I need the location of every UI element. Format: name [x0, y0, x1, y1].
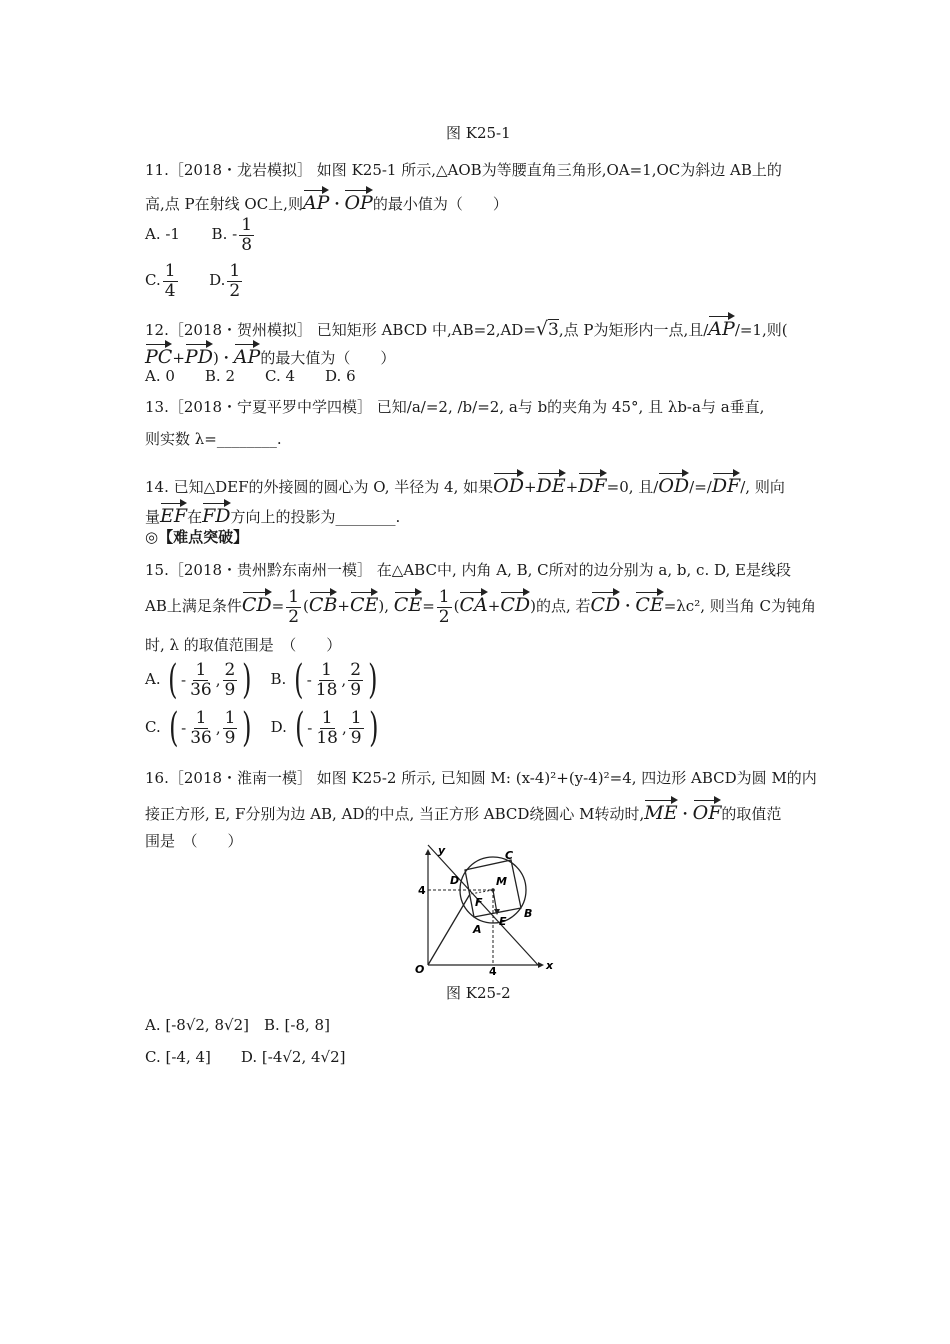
vector-ca: CA: [459, 591, 487, 615]
vector-ef: EF: [160, 502, 187, 526]
vector-df: DF: [578, 472, 606, 496]
vector-of: OF: [693, 799, 722, 823]
q16-line1: 16.［2018・淮南一模］ 如图 K25-2 所示, 已知圆 M: (x-4)²+(y-4)²=4, 四边形 ABCD为圆 M的内: [145, 769, 817, 787]
q15-option-c: C.: [145, 718, 161, 736]
q15-text: AB上满足条件: [145, 597, 242, 616]
q14-text-b: =0, 且/: [606, 478, 659, 496]
vector-ap: AP: [708, 315, 735, 339]
q15-text-b: 的点, 若: [535, 597, 591, 616]
vector-ap: AP: [303, 189, 330, 213]
vector-pd: PD: [185, 343, 213, 367]
q11-options-cd: [145, 262, 244, 300]
label-o: O: [415, 963, 425, 976]
label-x: x: [546, 959, 554, 972]
radicand: 3: [548, 320, 559, 340]
vector-de: DE: [537, 472, 566, 496]
q11-option-d: D.: [209, 271, 226, 290]
q15-text-c: =λc², 则当角 C为钝角: [663, 597, 817, 616]
q14-line1: [145, 472, 785, 496]
q15-option-a: A.: [145, 670, 161, 688]
q16-text-b: 的取值范: [721, 805, 782, 823]
plus-sign: +: [523, 478, 537, 496]
q16-line2: 接正方形, E, F分别为边 AB, AD的中点, 当正方形 ABCD绕圆心 M转动时,ME・OF的取值范: [145, 799, 781, 823]
q12-text-b: ,点 P为矩形内一点,且/: [558, 321, 709, 339]
q11-line1: 11.［2018・龙岩模拟］ 如图 K25-1 所示,△AOB为等腰直角三角形,OA=1,OC为斜边 AB上的: [145, 161, 782, 179]
q15-options-cd: [145, 705, 381, 751]
q14-text: 量: [145, 508, 161, 526]
equals-sign: =: [271, 597, 285, 616]
q14-text-d: /, 则向: [740, 478, 785, 496]
q14-line2: [145, 502, 400, 526]
vector-pc: PC: [145, 343, 172, 367]
figure-caption-k25-2: 图 K25-2: [446, 984, 511, 1002]
q16-options-cd: C. [-4, 4] D. [-4√2, 4√2]: [145, 1048, 346, 1066]
fraction-half: $\frac{1}{2}$: [288, 587, 300, 627]
q15-option-d: D.: [270, 718, 287, 736]
q11-option-a: A. -1: [145, 225, 180, 244]
q15-option-b: B.: [270, 670, 287, 688]
vector-me: ME: [644, 799, 677, 823]
fraction-half: $\frac{1}{2}$: [438, 587, 450, 627]
vector-df: DF: [712, 472, 740, 496]
vector-op: OP: [344, 189, 372, 213]
figure-k25-2: [410, 844, 554, 978]
q12-text-end: 的最大值为（ ）: [260, 349, 396, 367]
q16-line3: 围是 （ ）: [145, 832, 243, 850]
q15-options-ab: [145, 657, 381, 703]
vector-cd: CD: [591, 591, 621, 615]
plus-sign: +: [565, 478, 579, 496]
q11-options-ab: [145, 216, 256, 254]
q13-line1: 13.［2018・宁夏平罗中学四模］ 已知/a/=2, /b/=2, a与 b的夹角为 45°, 且 λb-a与 a垂直,: [145, 398, 765, 416]
q13-line2: 则实数 λ=________.: [145, 430, 282, 448]
label-c: C: [505, 849, 514, 862]
q11-text-end: 的最小值为（ ）: [372, 195, 508, 213]
q15-line2: AB上满足条件CD= $\frac{1}{2}$ (CB+CE), CE= $\frac{1}{2}$ (CA+CD)的点, 若CD・CE=λc², 则当角 C为钝角: [145, 587, 817, 627]
vector-ce: CE: [350, 591, 378, 615]
q12-options: A. 0 B. 2 C. 4 D. 6: [145, 367, 356, 385]
vector-ce: CE: [635, 591, 663, 615]
vector-of-line: [428, 894, 470, 965]
label-f: F: [475, 896, 483, 909]
plus-sign: +: [172, 349, 185, 367]
label-m: M: [496, 875, 507, 888]
q14-text-b: 在: [187, 508, 203, 526]
q15-line1: 15.［2018・贵州黔东南州一模］ 在△ABC中, 内角 A, B, C所对的边分别为 a, b, c. D, E是线段: [145, 561, 791, 579]
q16-options-ab: A. [-8√2, 8√2] B. [-8, 8]: [145, 1016, 330, 1034]
label-four-y: 4: [418, 884, 426, 897]
dot-op: ・: [329, 195, 345, 213]
y-axis-arrow: [425, 849, 431, 855]
q11-option-b: B. -: [211, 225, 238, 244]
label-e: E: [499, 915, 507, 928]
segment-mf: [470, 890, 493, 894]
label-b: B: [524, 907, 533, 920]
vector-od: OD: [493, 472, 524, 496]
vector-od: OD: [658, 472, 689, 496]
label-four-x: 4: [489, 965, 497, 978]
vector-ce: CE: [394, 591, 422, 615]
interval: ( - 1 18 , 1 9 ): [294, 705, 379, 751]
q14-text-c: /=/: [689, 478, 712, 496]
q12-text: 12.［2018・贺州模拟］ 已知矩形 ABCD 中,AB=2,AD=: [145, 321, 536, 339]
figure-caption-k25-1: 图 K25-1: [446, 124, 511, 142]
label-d: D: [450, 874, 460, 887]
label-a: A: [473, 923, 482, 936]
q11-line2: [145, 189, 508, 213]
q12-text-c: /=1,则(: [734, 321, 788, 339]
vector-cd: CD: [242, 591, 272, 615]
q14-text: 14. 已知△DEF的外接圆的圆心为 O, 半径为 4, 如果: [145, 478, 494, 496]
x-axis-arrow: [538, 962, 544, 968]
q11-option-c: C.: [145, 271, 161, 290]
fraction: $\frac{1}{4}$: [164, 261, 176, 301]
q12-line1: [145, 315, 788, 339]
section-heading-difficult: ◎【难点突破】: [145, 528, 249, 546]
q12-line2: [145, 343, 395, 367]
q15-line3: 时, λ 的取值范围是 （ ）: [145, 636, 342, 654]
fraction: $\frac{1}{2}$: [229, 261, 241, 301]
interval: ( - 1 36 , 1 9 ): [168, 705, 252, 751]
label-y: y: [438, 844, 446, 857]
interval: ( - 1 36 , 2 9 ): [168, 657, 252, 703]
q16-text: 接正方形, E, F分别为边 AB, AD的中点, 当正方形 ABCD绕圆心 M转动时,: [145, 805, 645, 823]
interval: ( - 1 18 , 2 9 ): [294, 657, 378, 703]
sqrt-symbol: √: [535, 318, 549, 340]
equals-sign: =: [422, 597, 435, 616]
vector-fd: FD: [202, 502, 230, 526]
fraction: $\frac{1}{8}$: [241, 215, 253, 255]
q12-text: )・: [212, 349, 234, 367]
vector-ap: AP: [234, 343, 261, 367]
q14-text-c: 方向上的投影为________.: [230, 508, 401, 526]
vector-cd: CD: [500, 591, 530, 615]
vector-cb: CB: [309, 591, 338, 615]
q11-text: 高,点 P在射线 OC上,则: [145, 195, 303, 213]
point-m: [491, 888, 495, 892]
